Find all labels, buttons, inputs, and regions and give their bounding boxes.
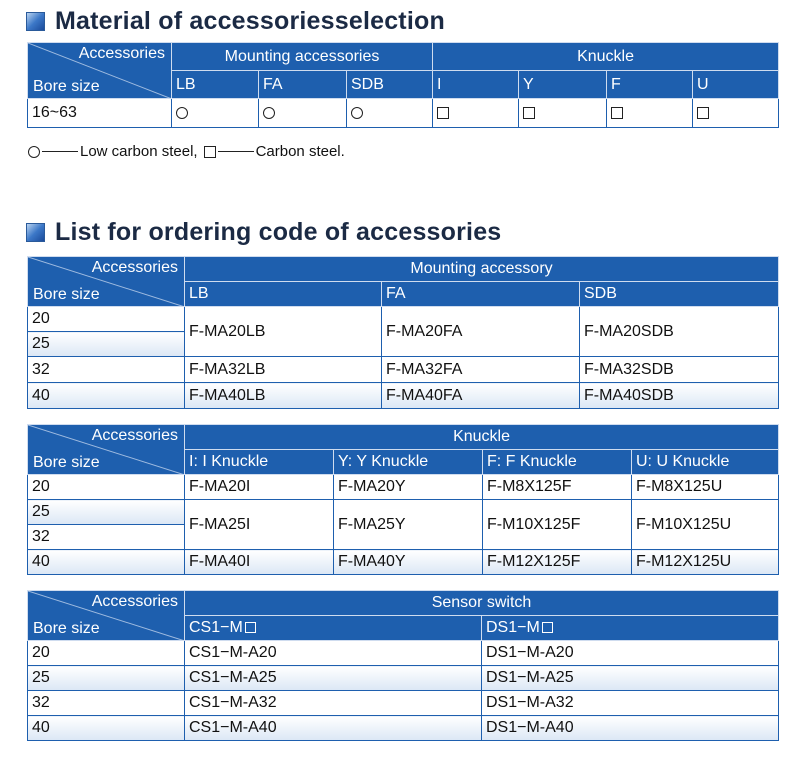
- square-bullet-icon: [26, 12, 45, 31]
- bore-size-cell: 32: [28, 357, 185, 383]
- placeholder-square-icon: [542, 622, 553, 633]
- code-cell: F-M12X125F: [483, 550, 632, 575]
- code-cell: CS1−M-A32: [185, 691, 482, 716]
- code-cell: F-M8X125F: [483, 475, 632, 500]
- material-cell: [259, 99, 347, 128]
- column-header-label: DS1−M: [486, 619, 540, 636]
- material-table: [27, 42, 779, 128]
- table-row: [28, 500, 779, 525]
- code-cell: F-MA25Y: [334, 500, 483, 550]
- corner-bore-size-label: Bore size: [33, 286, 100, 303]
- bore-size-cell: 25: [28, 500, 185, 525]
- code-cell: F-MA20FA: [382, 307, 580, 357]
- column-header: Y: Y Knuckle: [334, 450, 483, 475]
- legend-carbon-steel: Carbon steel.: [255, 143, 345, 160]
- bore-size-cell: 20: [28, 307, 185, 332]
- corner-accessories-label: Accessories: [78, 45, 165, 62]
- material-cell: [433, 99, 519, 128]
- bore-size-cell: 16~63: [28, 99, 172, 128]
- table-row: [28, 550, 779, 575]
- square-icon: [437, 107, 449, 119]
- bore-size-cell: 25: [28, 332, 185, 357]
- group-header-knuckle: Knuckle: [185, 425, 779, 450]
- code-cell: F-MA40LB: [185, 383, 382, 409]
- column-header: Y: [519, 71, 607, 99]
- column-header: U: [693, 71, 779, 99]
- column-header-ds1: [482, 616, 779, 641]
- column-header: FA: [259, 71, 347, 99]
- group-header-mounting: Mounting accessories: [172, 43, 433, 71]
- code-cell: F-MA32LB: [185, 357, 382, 383]
- material-legend: [28, 143, 345, 160]
- circle-icon: [263, 107, 275, 119]
- material-cell: [347, 99, 433, 128]
- section-title: List for ordering code of accessories: [55, 218, 502, 246]
- material-cell: [519, 99, 607, 128]
- corner-cell: [28, 43, 172, 99]
- table-row: [28, 666, 779, 691]
- corner-bore-size-label: Bore size: [33, 78, 100, 95]
- circle-icon: [176, 107, 188, 119]
- group-header-mounting: Mounting accessory: [185, 257, 779, 282]
- corner-bore-size-label: Bore size: [33, 620, 100, 637]
- column-header: FA: [382, 282, 580, 307]
- code-cell: F-MA20Y: [334, 475, 483, 500]
- code-cell: F-MA40SDB: [580, 383, 779, 409]
- sensor-switch-table: [27, 590, 779, 741]
- corner-accessories-label: Accessories: [91, 259, 178, 276]
- section-heading-ordering: [26, 218, 501, 247]
- table-row: [28, 357, 779, 383]
- code-cell: CS1−M-A40: [185, 716, 482, 741]
- bore-size-cell: 40: [28, 716, 185, 741]
- code-cell: DS1−M-A20: [482, 641, 779, 666]
- knuckle-table: [27, 424, 779, 575]
- square-icon: [204, 146, 216, 158]
- bore-size-cell: 40: [28, 550, 185, 575]
- column-header: F: F Knuckle: [483, 450, 632, 475]
- code-cell: F-M12X125U: [632, 550, 779, 575]
- section-title: Material of accessoriesselection: [55, 7, 445, 35]
- code-cell: CS1−M-A20: [185, 641, 482, 666]
- circle-icon: [28, 146, 40, 158]
- bore-size-cell: 20: [28, 475, 185, 500]
- column-header: I: [433, 71, 519, 99]
- group-header-sensor: Sensor switch: [185, 591, 779, 616]
- corner-accessories-label: Accessories: [91, 593, 178, 610]
- bore-size-cell: 40: [28, 383, 185, 409]
- code-cell: F-MA40FA: [382, 383, 580, 409]
- column-header-label: CS1−M: [189, 619, 243, 636]
- table-row: [28, 641, 779, 666]
- code-cell: F-MA40Y: [334, 550, 483, 575]
- legend-dash: [42, 151, 78, 152]
- column-header: U: U Knuckle: [632, 450, 779, 475]
- placeholder-square-icon: [245, 622, 256, 633]
- table-row: [28, 691, 779, 716]
- code-cell: DS1−M-A40: [482, 716, 779, 741]
- material-cell: [693, 99, 779, 128]
- material-cell: [172, 99, 259, 128]
- square-bullet-icon: [26, 223, 45, 242]
- corner-accessories-label: Accessories: [91, 427, 178, 444]
- code-cell: CS1−M-A25: [185, 666, 482, 691]
- code-cell: F-MA20I: [185, 475, 334, 500]
- code-cell: F-MA25I: [185, 500, 334, 550]
- corner-cell: [28, 257, 185, 307]
- code-cell: F-MA32SDB: [580, 357, 779, 383]
- code-cell: DS1−M-A25: [482, 666, 779, 691]
- table-row: [28, 307, 779, 332]
- column-header: F: [607, 71, 693, 99]
- code-cell: F-M10X125F: [483, 500, 632, 550]
- code-cell: F-M10X125U: [632, 500, 779, 550]
- column-header: SDB: [347, 71, 433, 99]
- code-cell: F-MA32FA: [382, 357, 580, 383]
- legend-low-carbon-steel: Low carbon steel,: [80, 143, 198, 160]
- column-header: I: I Knuckle: [185, 450, 334, 475]
- group-header-knuckle: Knuckle: [433, 43, 779, 71]
- code-cell: F-MA20SDB: [580, 307, 779, 357]
- table-row: [28, 475, 779, 500]
- legend-dash: [218, 151, 254, 152]
- section-heading-material: [26, 7, 445, 36]
- column-header-cs1: [185, 616, 482, 641]
- corner-cell: [28, 425, 185, 475]
- square-icon: [611, 107, 623, 119]
- corner-cell: [28, 591, 185, 641]
- column-header: LB: [172, 71, 259, 99]
- code-cell: F-MA20LB: [185, 307, 382, 357]
- circle-icon: [351, 107, 363, 119]
- bore-size-cell: 32: [28, 691, 185, 716]
- column-header: SDB: [580, 282, 779, 307]
- code-cell: F-MA40I: [185, 550, 334, 575]
- code-cell: F-M8X125U: [632, 475, 779, 500]
- table-row: [28, 383, 779, 409]
- code-cell: DS1−M-A32: [482, 691, 779, 716]
- material-cell: [607, 99, 693, 128]
- bore-size-cell: 25: [28, 666, 185, 691]
- square-icon: [697, 107, 709, 119]
- bore-size-cell: 20: [28, 641, 185, 666]
- corner-bore-size-label: Bore size: [33, 454, 100, 471]
- table-row: [28, 716, 779, 741]
- column-header: LB: [185, 282, 382, 307]
- table-row: [28, 99, 779, 128]
- bore-size-cell: 32: [28, 525, 185, 550]
- mounting-accessory-table: [27, 256, 779, 409]
- square-icon: [523, 107, 535, 119]
